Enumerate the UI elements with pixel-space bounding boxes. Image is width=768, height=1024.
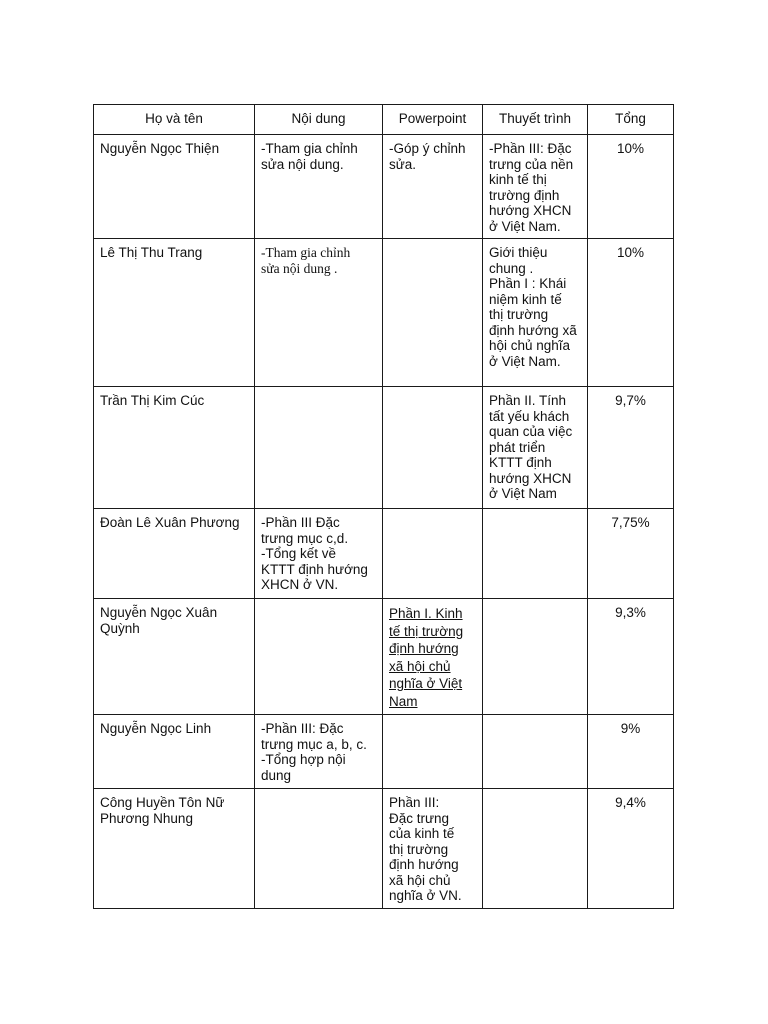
cell-presentation	[483, 509, 588, 599]
table-row	[94, 387, 674, 509]
header-content: Nội dung	[255, 105, 383, 135]
cell-total: 9%	[588, 715, 674, 789]
cell-total: 9,4%	[588, 789, 674, 909]
cell-content: -Phần III Đặc trưng mục c,d. -Tổng kết về KTTT định hướng XHCN ở VN.	[255, 509, 383, 599]
table-row	[94, 789, 674, 909]
cell-content: -Tham gia chỉnh sửa nội dung .	[255, 239, 383, 387]
cell-name: Đoàn Lê Xuân Phương	[94, 509, 255, 599]
cell-presentation: Giới thiệu chung . Phần I : Khái niệm kinh tế thị trường định hướng xã hội chủ nghĩa ở Việt Nam.	[483, 239, 588, 387]
cell-name: Công Huyền Tôn Nữ Phương Nhung	[94, 789, 255, 909]
cell-name: Lê Thị Thu Trang	[94, 239, 255, 387]
cell-powerpoint	[383, 715, 483, 789]
cell-name: Trần Thị Kim Cúc	[94, 387, 255, 509]
cell-total: 7,75%	[588, 509, 674, 599]
table-row	[94, 715, 674, 789]
table-row	[94, 509, 674, 599]
cell-presentation	[483, 789, 588, 909]
cell-powerpoint: -Góp ý chỉnh sửa.	[383, 135, 483, 239]
cell-presentation	[483, 599, 588, 715]
cell-name: Nguyễn Ngọc Xuân Quỳnh	[94, 599, 255, 715]
cell-powerpoint: Phần I. Kinh tế thị trường định hướng xã hội chủ nghĩa ở Việt Nam	[383, 599, 483, 715]
table-row	[94, 239, 674, 387]
cell-total: 9,3%	[588, 599, 674, 715]
cell-content	[255, 387, 383, 509]
cell-name: Nguyễn Ngọc Linh	[94, 715, 255, 789]
cell-presentation: Phần II. Tính tất yếu khách quan của việc phát triển KTTT định hướng XHCN ở Việt Nam	[483, 387, 588, 509]
cell-content: -Phần III: Đặc trưng mục a, b, c. -Tổng hợp nội dung	[255, 715, 383, 789]
cell-content	[255, 789, 383, 909]
task-assignment-table	[93, 104, 674, 909]
header-name: Họ và tên	[94, 105, 255, 135]
cell-total: 10%	[588, 239, 674, 387]
cell-content: -Tham gia chỉnh sửa nội dung.	[255, 135, 383, 239]
header-total: Tổng	[588, 105, 674, 135]
cell-presentation: -Phần III: Đặc trưng của nền kinh tế thị trường định hướng XHCN ở Việt Nam.	[483, 135, 588, 239]
cell-total: 10%	[588, 135, 674, 239]
cell-content	[255, 599, 383, 715]
cell-name: Nguyễn Ngọc Thiện	[94, 135, 255, 239]
cell-powerpoint	[383, 239, 483, 387]
cell-presentation	[483, 715, 588, 789]
cell-total: 9,7%	[588, 387, 674, 509]
table-row	[94, 135, 674, 239]
cell-powerpoint: Phần III: Đặc trưng của kinh tế thị trường định hướng xã hội chủ nghĩa ở VN.	[383, 789, 483, 909]
table-header-row	[94, 105, 674, 135]
cell-powerpoint	[383, 509, 483, 599]
cell-powerpoint	[383, 387, 483, 509]
header-powerpoint: Powerpoint	[383, 105, 483, 135]
table-row	[94, 599, 674, 715]
header-presentation: Thuyết trình	[483, 105, 588, 135]
